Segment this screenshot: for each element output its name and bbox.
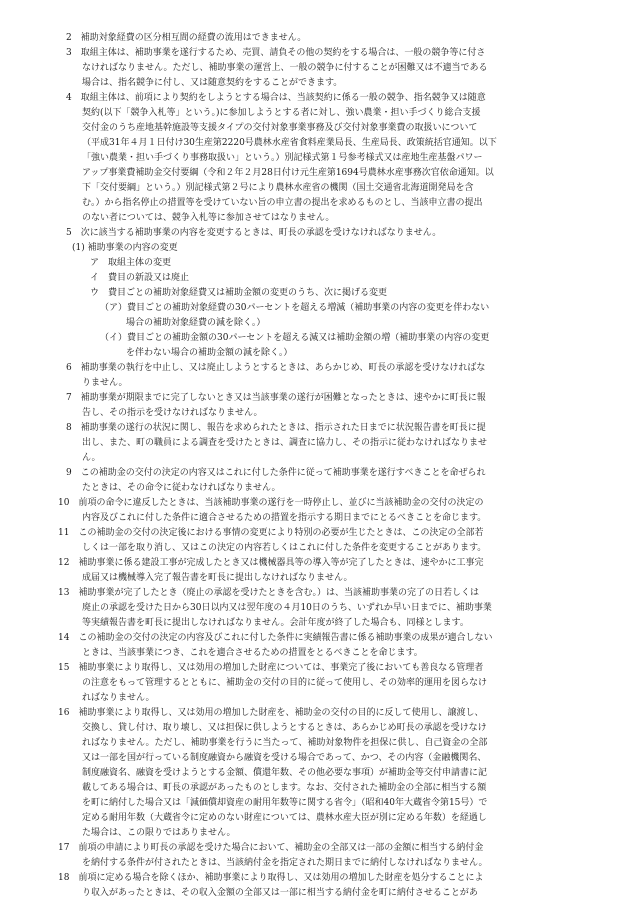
text-line: 15 補助事業により取得し、又は効用の増加した財産については、事業完了後においても善良なる管理者 [58,663,484,673]
text-line: 成届又は機械導入完了報告書を町長に提出しなければなりません。 [82,573,353,583]
text-line: 2 補助対象経費の区分相互間の経費の流用はできません。 [66,33,307,43]
text-line: アップ事業費補助金交付要綱（令和２年２月28日付け元生産第1694号農林水産事務次官依命通知。以 [82,168,494,178]
text-line: 3 取組主体は、補助事業を遂行するため、売買、請負その他の契約をする場合は、一般の競争等に付さ [66,48,486,58]
text-line: りません。 [82,378,128,388]
text-line: (1) 補助事業の内容の変更 [72,243,178,253]
text-line: （イ）費目ごとの補助金額の30パーセントを超える減又は補助金額の増（補助事業の内容の変更 [100,333,490,343]
text-line: 13 補助事業が完了したとき（廃止の承認を受けたときを含む。）は、当該補助事業の完了の日若しくは [58,588,479,598]
text-line: 7 補助事業が期限までに完了しないとき又は当該事業の遂行が困難となったときは、速やかに町長に報 [66,393,486,403]
text-line: 出し、また、町の職員による調査を受けたときは、調査に協力し、その指示に従わなければなりませ [82,438,488,448]
text-line: 「強い農業・担い手づくり事務取扱い」という。）別記様式第１号参考様式又は産地生産基盤パワー [82,153,483,163]
text-line: り収入があったときは、その収入金額の全部又は一部に相当する納付金を町に納付させることがあ [82,888,478,898]
text-line: 交付金のうち産地基幹施設等支援タイプの交付対象事業事務及び交付対象事業費の取扱いについて [82,123,478,133]
text-line: 又は一部を国が行っている制度融資から融資を受ける場合であって、かつ、その内容（金融機関名、 [82,753,487,763]
text-line: ればなりません。ただし、補助事業を行うに当たって、補助対象物件を担保に供し、自己資金の全部 [82,738,488,748]
text-line: 16 補助事業により取得し、又は効用の増加した財産を、補助金の交付の目的に反して使用し、譲渡し、 [58,708,484,718]
text-line: を町に納付した場合又は「減価償却資産の耐用年数等に関する省令」（昭和40年大蔵省令第15号）で [82,798,488,808]
text-line: 等実績報告書を町長に提出しなければなりません。会計年度が終了した場合も、同様とします。 [82,618,469,628]
text-line: なければなりません。ただし、補助事業の運営上、一般の競争に付することが困難又は不適当である [82,63,488,73]
text-line: た場合は、この限りではありません。 [82,828,236,838]
text-line: 10 前項の命令に違反したときは、当該補助事業の遂行を一時停止し、並びに当該補助金の交付の決定の [58,498,484,508]
text-line: 廃止の承認を受けた日から30日以内又は翌年度の４月10日のうち、いずれか早い日までに、補助事業 [82,603,492,613]
text-line: 交換し、貸し付け、取り壊し、又は担保に供しようとするときは、あらかじめ町長の承認を受けなけ [82,723,487,733]
text-line: 12 補助事業に係る建設工事が完成したとき又は機械器具等の導入等が完了したときは、速やかに工事完 [58,558,484,568]
text-line: イ 費目の新設又は廃止 [90,273,190,283]
text-line: 内容及びこれに付した条件に適合させるための措置を指示する期日までにとるべきことを命じます。 [82,513,487,523]
text-line: たときは、その命令に従わなければなりません。 [82,483,281,493]
text-line: ときは、当該事業につき、これを適合させるための措置をとるべきことを命じます。 [82,648,423,658]
text-line: ん。 [82,453,101,463]
text-line: ればなりません。 [82,693,155,703]
text-line: 契約(以下「競争入札等」という。)に参加しようとする者に対し、強い農業・担い手づくり総合支援 [82,108,481,118]
text-line: ア 取組主体の変更 [90,258,172,268]
text-line: む。）から指名停止の措置等を受けていない旨の申立書の提出を求めるものとし、当該申立書の提出 [82,198,483,208]
text-line: 11 この補助金の交付の決定後における事情の変更により特別の必要が生じたときは、この決定の全部若 [58,528,484,538]
text-line: 場合は、指名競争に付し、又は随意契約をすることができます。 [82,78,343,88]
text-line: 定める耐用年数（大蔵省令に定めのない財産については、農林水産大臣が別に定める年数）を経過し [82,813,487,823]
text-line: しくは一部を取り消し、又はこの決定の内容若しくはこれに付した条件を変更することがあります。 [82,543,487,553]
text-line: 制度融資名、融資を受けようとする金額、償還年数、その他必要な事項）が補助金等交付申請書に記 [82,768,488,778]
text-line: 6 補助事業の執行を中止し、又は廃止しようとするときは、あらかじめ、町長の承認を受けなければな [66,363,486,373]
text-line: （平成31年４月１日付け30生産第2220号農林水産省食料産業局長、生産局長、政策統括官通知。以下 [82,138,497,148]
text-line: 告し、その指示を受けなければなりません。 [82,408,263,418]
text-line: 14 この補助金の交付の決定の内容及びこれに付した条件に実績報告書に係る補助事業の成果が適合しない [58,633,493,643]
text-line: 下「交付要綱」という。）別記様式第２号により農林水産省の機関（国土交通省北海道開発局を含 [82,183,474,193]
text-line: 場合の補助対象経費の減を除く。） [126,318,266,328]
text-line: 8 補助事業の遂行の状況に関し、報告を求められたときは、指示された日までに状況報告書を町長に提 [66,423,486,433]
text-line: 載してある場合は、町長の承認があったものとします。なお、交付された補助金の全部に相当する額 [82,783,487,793]
text-line: の注意をもって管理するとともに、補助金の交付の目的に従って使用し、その効率的運用を図らなけ [82,678,488,688]
text-line: 4 取組主体は、前項により契約をしようとする場合は、当該契約に係る一般の競争、指名競争又は随意 [66,93,486,103]
text-line: （ア）費目ごとの補助対象経費の30パーセントを超える増減（補助事業の内容の変更を伴わない [100,303,490,313]
text-line: 17 前項の申請により町長の承認を受けた場合において、補助金の全部又は一部の金額に相当する納付金 [58,843,484,853]
text-line: を伴わない場合の補助金額の減を除く。） [126,348,293,358]
text-line: を納付する条件が付されたときは、当該納付金を指定された期日までに納付しなければなりません。 [82,858,488,868]
text-line: 5 次に該当する補助事業の内容を変更するときは、町長の承認を受けなければなりません。 [66,228,442,238]
text-line: ウ 費目ごとの補助対象経費又は補助金額の変更のうち、次に掲げる変更 [90,288,388,298]
text-line: のない者については、競争入札等に参加させてはなりません。 [82,213,335,223]
text-line: 18 前項に定める場合を除くほか、補助事業により取得し、又は効用の増加した財産を処分することによ [58,873,484,883]
text-line: 9 この補助金の交付の決定の内容又はこれに付した条件に従って補助事業を遂行すべきことを命ぜられ [66,468,486,478]
